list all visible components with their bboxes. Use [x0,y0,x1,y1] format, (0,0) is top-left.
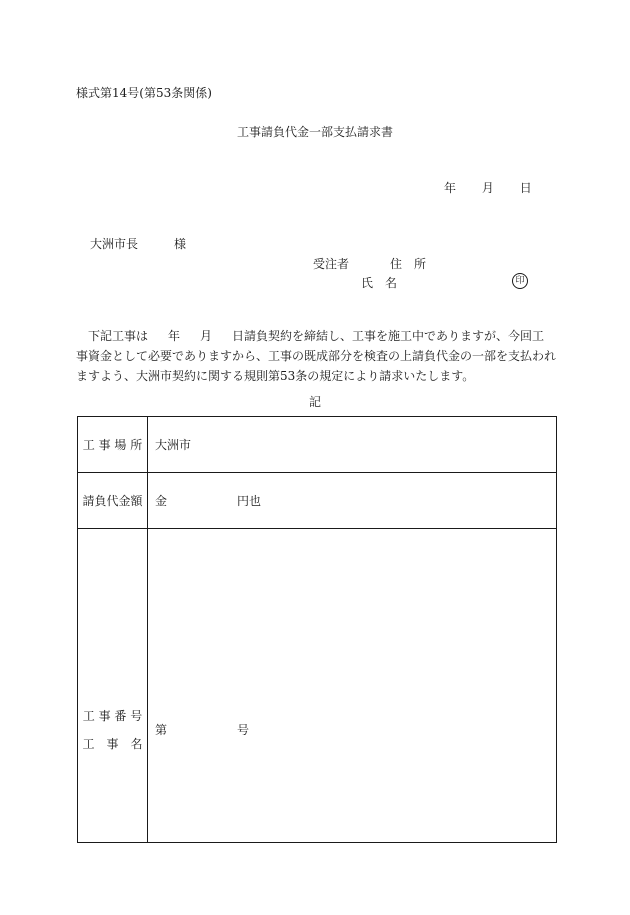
body-line-1 [76,326,558,346]
work-label-cell [78,529,148,843]
addressee [90,235,186,252]
addressee-name: 大洲市長 [90,237,139,251]
work-value-cell [148,529,557,843]
body-line-2: 事資金として必要でありますから、工事の既成部分を検査の上請負代金の一部を支払われ [76,349,557,363]
body-prefix: 下記工事は [88,329,149,343]
table-row-location [78,417,557,473]
date-line [444,179,532,196]
body-year: 年 [168,329,181,343]
addressee-honorific: 様 [174,237,187,251]
document-title: 工事請負代金一部支払請求書 [236,125,393,139]
amount-prefix: 金 [155,494,168,508]
form-number: 様式第14号(第53条関係) [76,86,212,100]
work-number-prefix: 第 [155,723,168,737]
seal-mark: 印 [512,273,528,289]
detail-table [77,416,557,843]
location-label: 工 事 場 所 [78,417,148,473]
body-line-3: ますよう、大洲市契約に関する規則第53条の規定により請求いたします。 [76,369,475,383]
body-line1-rest: 日請負契約を締結し、工事を施工中でありますが、今回工 [232,329,545,343]
request-body [76,326,558,386]
amount-label: 請負代金額 [78,473,148,529]
contractor-label: 受注者 [313,257,350,271]
work-number-label: 工 事 番 号 [82,708,143,723]
amount-value [148,473,557,529]
date-year: 年 [444,181,457,195]
work-name-label: 工 事 名 [82,736,143,751]
date-day: 日 [519,181,532,195]
date-month: 月 [481,181,494,195]
work-number-suffix: 号 [237,723,250,737]
body-month: 月 [200,329,213,343]
table-row-amount [78,473,557,529]
location-value: 大洲市 [148,417,557,473]
name-label: 氏 名 [361,276,398,290]
address-label: 住 所 [390,257,427,271]
table-row-work [78,529,557,843]
amount-suffix: 円也 [237,494,262,508]
ki-heading: 記 [308,395,321,409]
